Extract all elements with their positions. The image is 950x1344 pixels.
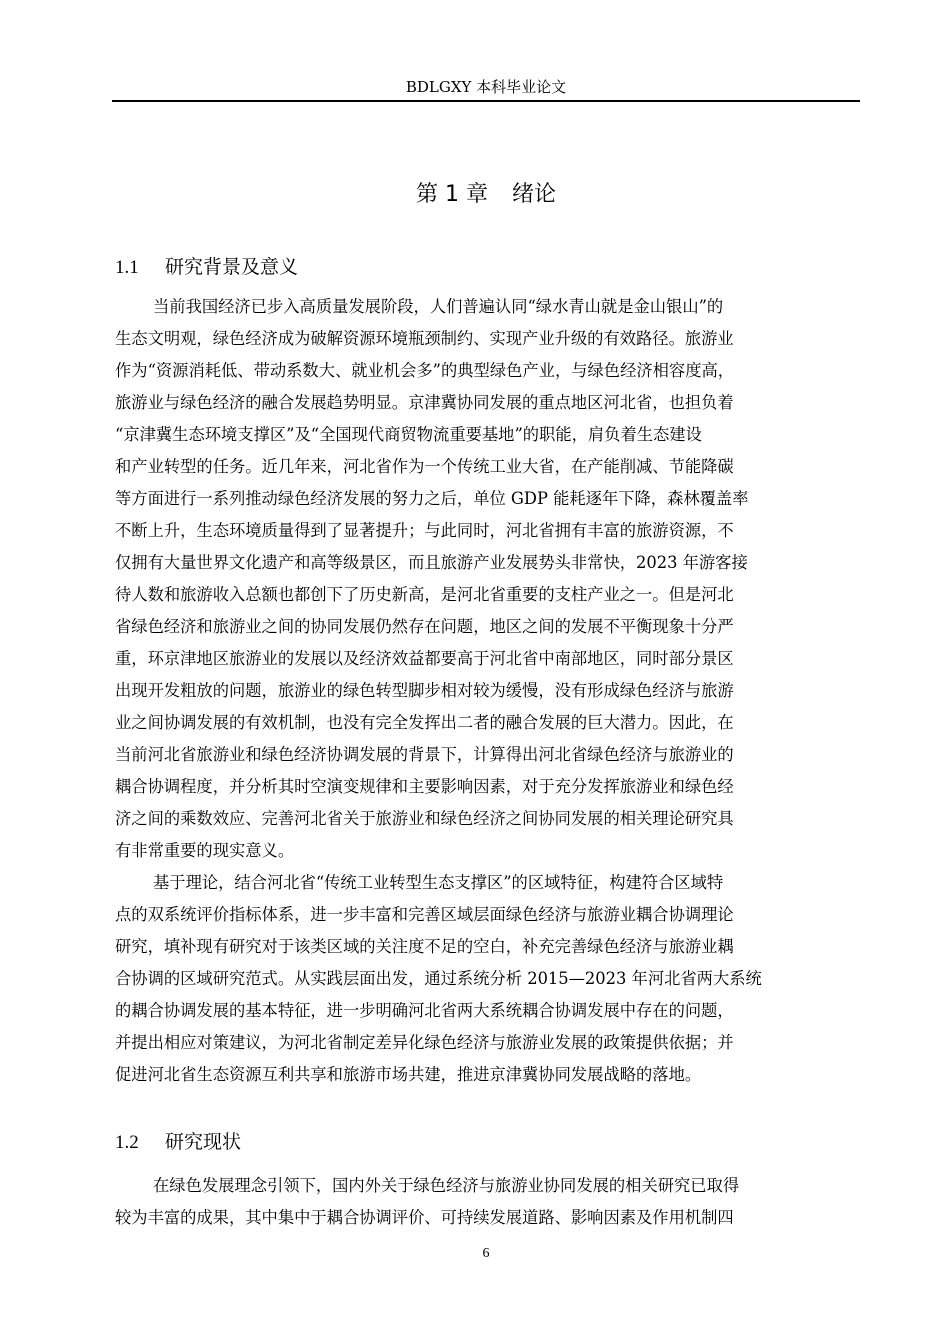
- body-line: 济之间的乘数效应、完善河北省关于旅游业和绿色经济之间协同发展的相关理论研究具: [115, 809, 734, 828]
- section-title: 研究背景及意义: [165, 256, 299, 278]
- body-line: 仅拥有大量世界文化遗产和高等级景区，而且旅游产业发展势头非常快，2023 年游客接: [115, 553, 748, 572]
- body-line: 不断上升，生态环境质量得到了显著提升；与此同时，河北省拥有丰富的旅游资源，不: [115, 521, 734, 540]
- running-header: BDLGXY 本科毕业论文: [405, 78, 567, 96]
- body-line: 研究，填补现有研究对于该类区域的关注度不足的空白，补充完善绿色经济与旅游业耦: [115, 937, 734, 956]
- body-line: 的耦合协调发展的基本特征，进一步明确河北省两大系统耦合协调发展中存在的问题，: [115, 1001, 734, 1020]
- section-title: 研究现状: [165, 1131, 242, 1153]
- body-line: 和产业转型的任务。近几年来，河北省作为一个传统工业大省，在产能削减、节能降碳: [115, 457, 734, 476]
- body-line: 点的双系统评价指标体系，进一步丰富和完善区域层面绿色经济与旅游业耦合协调理论: [115, 905, 734, 924]
- section-number: 1.2: [115, 1132, 139, 1153]
- body-line: 重，环京津地区旅游业的发展以及经济效益都要高于河北省中南部地区，同时部分景区: [115, 649, 734, 668]
- body-line: 生态文明观，绿色经济成为破解资源环境瓶颈制约、实现产业升级的有效路径。旅游业: [115, 329, 734, 348]
- body-line: 待人数和旅游收入总额也都创下了历史新高，是河北省重要的支柱产业之一。但是河北: [115, 585, 734, 604]
- chapter-title: [112, 180, 860, 210]
- header-rule: [112, 100, 860, 102]
- body-line: 当前我国经济已步入高质量发展阶段，人们普遍认同“绿水青山就是金山银山”的: [153, 297, 724, 316]
- section-number: 1.1: [115, 257, 139, 278]
- body-line: 旅游业与绿色经济的融合发展趋势明显。京津冀协同发展的重点地区河北省，也担负着: [115, 393, 734, 412]
- section-heading: [115, 254, 298, 281]
- body-line: 在绿色发展理念引领下，国内外关于绿色经济与旅游业协同发展的相关研究已取得: [153, 1176, 740, 1195]
- body-line: 作为“资源消耗低、带动系数大、就业机会多”的典型绿色产业，与绿色经济相容度高，: [115, 361, 735, 380]
- body-line: 有非常重要的现实意义。: [115, 841, 295, 860]
- body-line: “京津冀生态环境支撑区”及“全国现代商贸物流重要基地”的职能，肩负着生态建设: [115, 425, 702, 444]
- body-line: 出现开发粗放的问题，旅游业的绿色转型脚步相对较为缓慢，没有形成绿色经济与旅游: [115, 681, 734, 700]
- body-line: 业之间协调发展的有效机制，也没有完全发挥出二者的融合发展的巨大潜力。因此，在: [115, 713, 734, 732]
- body-line: 等方面进行一系列推动绿色经济发展的努力之后，单位 GDP 能耗逐年下降，森林覆盖率: [115, 489, 749, 508]
- chapter-number: 第 1 章: [416, 182, 488, 207]
- body-line: 并提出相应对策建议，为河北省制定差异化绿色经济与旅游业发展的政策提供依据；并: [115, 1033, 734, 1052]
- page-number: 6: [482, 1246, 490, 1261]
- body-line: 基于理论，结合河北省“传统工业转型生态支撑区”的区域特征，构建符合区域特: [153, 873, 724, 892]
- body-line: 合协调的区域研究范式。从实践层面出发，通过系统分析 2015—2023 年河北省两大系统: [115, 969, 762, 988]
- chapter-name: 绪论: [511, 182, 556, 207]
- body-line: 较为丰富的成果，其中集中于耦合协调评价、可持续发展道路、影响因素及作用机制四: [115, 1208, 734, 1227]
- body-line: 省绿色经济和旅游业之间的协同发展仍然存在问题，地区之间的发展不平衡现象十分严: [115, 617, 734, 636]
- body-line: 当前河北省旅游业和绿色经济协调发展的背景下，计算得出河北省绿色经济与旅游业的: [115, 745, 734, 764]
- section-heading: [115, 1129, 241, 1156]
- body-line: 耦合协调程度，并分析其时空演变规律和主要影响因素，对于充分发挥旅游业和绿色经: [115, 777, 734, 796]
- body-line: 促进河北省生态资源互利共享和旅游市场共建，推进京津冀协同发展战略的落地。: [115, 1065, 702, 1084]
